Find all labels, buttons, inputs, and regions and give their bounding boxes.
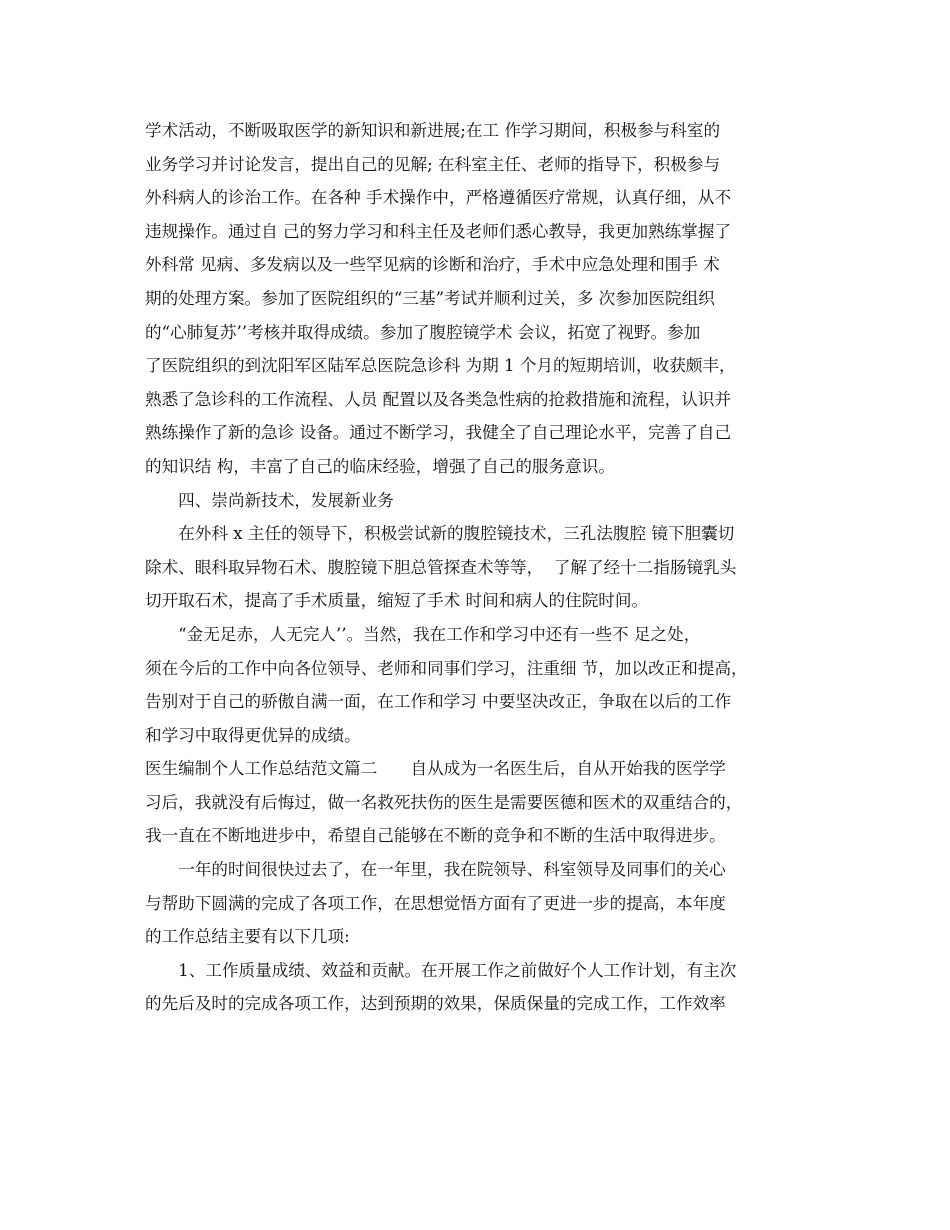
- text-line: 的“心肺复苏’’考核并取得成绩。参加了腹腔镜学术 会议，拓宽了视野。参加: [145, 322, 701, 342]
- document-body: [145, 114, 825, 1021]
- text-line: 期的处理方案。参加了医院组织的“三基”考试并顺利过关，多 次参加医院组织: [145, 288, 715, 308]
- text-line: 的知识结 构，丰富了自己的临床经验，增强了自己的服务意识。: [145, 456, 615, 476]
- text-line: 一年的时间很快过去了，在一年里，我在院领导、科室领导及同事们的关心: [145, 860, 726, 880]
- text-line: 在外科 x 主任的领导下，积极尝试新的腹腔镜技术，三孔法腹腔 镜下胆囊切: [145, 524, 735, 544]
- text-line: 习后，我就没有后悔过，做一名救死扶伤的医生是需要医德和医术的双重结合的，: [145, 792, 743, 812]
- text-line: 的工作总结主要有以下几项:: [145, 927, 350, 947]
- text-line: 和学习中取得更优异的成绩。: [145, 725, 361, 745]
- text-line: “金无足赤，人无完人’’。当然，我在工作和学习中还有一些不 足之处，: [145, 624, 701, 644]
- text-line: 学术活动，不断吸取医学的新知识和新进展;在工 作学习期间，积极参与科室的: [145, 121, 721, 140]
- text-line: 告别对于自己的骄傲自满一面，在工作和学习 中要坚决改正，争取在以后的工作: [145, 692, 732, 712]
- text-line: 1、工作质量成绩、效益和贡献。在开展工作之前做好个人工作计划，有主次: [145, 960, 737, 980]
- text-line: 除术、眼科取异物石术、腹腔镜下胆总管探查术等等， 了解了经十二指肠镜乳头: [145, 557, 737, 577]
- text-line: 外科病人的诊治工作。在各种 手术操作中，严格遵循医疗常规，认真仔细，从不: [145, 188, 732, 208]
- article-title-line: 医生编制个人工作总结范文篇二 自从成为一名医生后，自从开始我的医学学: [145, 759, 726, 779]
- text-line: 熟练操作了新的急诊 设备。通过不断学习，我健全了自己理论水平，完善了自己: [145, 423, 732, 443]
- text-line: 切开取石术，提高了手术质量，缩短了手术 时间和病人的住院时间。: [145, 591, 649, 611]
- section-heading: 四、崇尚新技术，发展新业务: [145, 490, 394, 510]
- text-line: 了医院组织的到沈阳军区陆军总医院急诊科 为期 1 个月的短期培训，收获颇丰，: [145, 356, 736, 376]
- text-line: 熟悉了急诊科的工作流程、人员 配置以及各类急性病的抢救措施和流程，认识并: [145, 389, 732, 409]
- text-line: 须在今后的工作中向各位领导、老师和同事们学习，注重细 节，加以改正和提高，: [145, 658, 748, 678]
- text-line: 业务学习并讨论发言，提出自己的见解; 在科室主任、老师的指导下，积极参与: [145, 154, 721, 174]
- text-line: 我一直在不断地进步中，希望自己能够在不断的竞争和不断的生活中取得进步。: [145, 826, 726, 846]
- text-line: 违规操作。通过自 己的努力学习和科主任及老师们悉心教导，我更加熟练掌握了: [145, 221, 732, 241]
- text-line: 与帮助下圆满的完成了各项工作，在思想觉悟方面有了更进一步的提高，本年度: [145, 893, 726, 913]
- text-line: 外科常 见病、多发病以及一些罕见病的诊断和治疗，手术中应急处理和围手 术: [145, 255, 720, 275]
- text-line: 的先后及时的完成各项工作，达到预期的效果，保质保量的完成工作，工作效率: [145, 994, 726, 1014]
